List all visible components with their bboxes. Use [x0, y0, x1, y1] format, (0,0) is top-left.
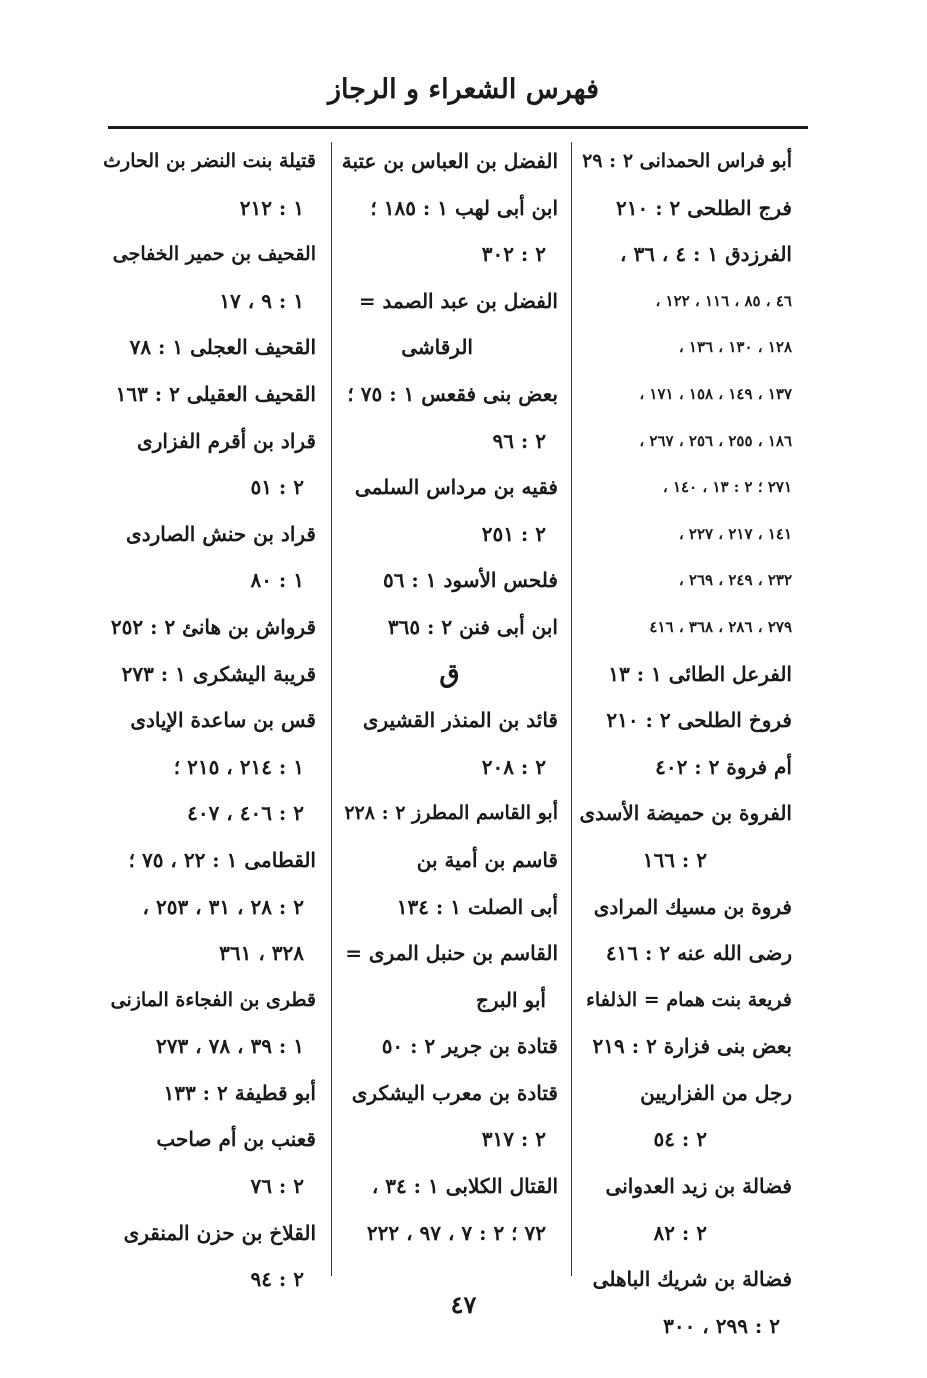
index-entry-line: القتال الكلابى ١ : ٣٤ ،	[371, 1174, 558, 1199]
index-entry-line: فضالة بن شريك الباهلى	[592, 1267, 792, 1292]
index-entry-line: ٤٦ ، ٨٥ ، ١١٦ ، ١٢٢ ،	[655, 291, 792, 310]
index-entry-line: ابن أبى لهب ١ : ١٨٥ ؛	[370, 195, 558, 220]
index-entry-line: القحيف العقيلى ٢ : ١٦٣	[115, 381, 316, 406]
section-letter: ق	[439, 658, 460, 689]
page-title: فهرس الشعراء و الرجاز	[328, 74, 599, 105]
index-entry-line: فروخ الطلحى ٢ : ٢١٠	[606, 708, 792, 733]
index-entry-line: ٢ : ٨٢	[653, 1220, 707, 1245]
index-entry-line: ١٣٧ ، ١٤٩ ، ١٥٨ ، ١٧١ ،	[639, 384, 792, 403]
index-entry-line: رجل من الفزاريين	[640, 1080, 792, 1105]
index-entry-line: ابن أبى فنن ٢ : ٣٦٥	[387, 614, 558, 639]
index-entry-line: ٢ : ٩٤	[250, 1267, 304, 1292]
index-entry-line: أبى الصلت ١ : ١٣٤	[396, 894, 558, 919]
index-entry-line: قراد بن أقرم الفزارى	[137, 428, 316, 453]
index-entry-line: أم فروة ٢ : ٤٠٢	[655, 754, 792, 779]
index-entry-line: أبو البرج	[475, 987, 546, 1012]
index-entry-line: ٢ : ٢٩٩ ، ٣٠٠	[663, 1313, 780, 1338]
index-entry-line: القلاخ بن حزن المنقرى	[123, 1220, 316, 1245]
index-entry-line: ٢ : ١٦٦	[642, 847, 707, 872]
index-entry-line: ٢٣٢ ، ٢٤٩ ، ٢٦٩ ،	[678, 571, 792, 590]
index-entry-line: القاسم بن حنبل المرى =	[345, 941, 558, 966]
index-entry-line: قرواش بن هانئ ٢ : ٢٥٢	[110, 614, 316, 639]
index-entry-line: ١٨٦ ، ٢٥٥ ، ٢٥٦ ، ٢٦٧ ،	[639, 431, 792, 450]
index-entry-line: ٢٧١ ؛ ٢ : ١٣ ، ١٤٠ ،	[662, 478, 792, 497]
index-entry-line: ٣٢٨ ، ٣٦١	[219, 941, 304, 966]
index-entry-line: قتيلة بنت النضر بن الحارث	[103, 150, 316, 172]
index-entry-line: فلحس الأسود ١ : ٥٦	[382, 568, 558, 593]
index-entry-line: قاسم بن أمية بن	[416, 847, 558, 872]
index-entry-line: ٢ : ٥١	[250, 475, 304, 500]
index-entry-line: قس بن ساعدة الإيادى	[130, 708, 316, 733]
index-entry-line: ٢ : ٥٤	[653, 1127, 707, 1152]
index-column-right	[579, 138, 792, 1338]
index-entry-line: أبو قطيفة ٢ : ١٣٣	[163, 1080, 316, 1105]
index-entry-line: قعنب بن أم صاحب	[156, 1127, 316, 1152]
index-entry-line: ٢ : ٢٠٨	[481, 754, 546, 779]
index-entry-line: رضى الله عنه ٢ : ٤١٦	[605, 941, 792, 966]
index-entry-line: بعض بنى فزارة ٢ : ٢١٩	[592, 1034, 792, 1059]
index-entry-line: قريبة اليشكرى ١ : ٢٧٣	[121, 661, 316, 686]
index-entry-line: ٢ : ٣١٧	[481, 1127, 546, 1152]
index-entry-line: قائد بن المنذر القشيرى	[362, 708, 558, 733]
index-entry-line: ١ : ٩ ، ١٧	[219, 288, 304, 313]
index-entry-line: فضالة بن زيد العدوانى	[605, 1174, 792, 1199]
index-entry-line: ٢ : ٤٠٦ ، ٤٠٧	[187, 801, 304, 826]
index-entry-line: ٢ : ٧٦	[250, 1174, 304, 1199]
index-entry-line: فروة بن مسيك المرادى	[593, 894, 792, 919]
index-entry-line: القحيف بن حمير الخفاجى	[112, 243, 316, 266]
page-number: ٤٧	[450, 1290, 477, 1319]
index-entry-line: ١٢٨ ، ١٣٠ ، ١٣٦ ،	[678, 338, 792, 357]
index-entry-line: الفضل بن العباس بن عتبة	[341, 149, 558, 173]
index-entry-line: ١ : ٢١٤ ، ٢١٥ ؛	[173, 754, 304, 779]
index-entry-line: ٧٢ ؛ ٢ : ٧ ، ٩٧ ، ٢٢٢	[366, 1220, 546, 1245]
header-rule	[108, 126, 808, 129]
index-entry-line: ٢ : ٢٨ ، ٣١ ، ٢٥٣ ،	[142, 894, 304, 919]
index-entry-line: ٢ : ٢٥١	[481, 521, 546, 546]
index-entry-line: الفرعل الطائى ١ : ١٣	[608, 661, 792, 686]
index-entry-line: قراد بن حنش الصاردى	[126, 521, 316, 546]
index-entry-line: الرقاشى	[401, 335, 473, 360]
index-entry-line: القطامى ١ : ٢٢ ، ٧٥ ؛	[128, 847, 316, 872]
column-divider-right	[571, 142, 572, 1276]
index-entry-line: ٢ : ٩٦	[492, 428, 546, 453]
index-entry-line: ١ : ٢١٢	[239, 195, 304, 220]
index-entry-line: فقيه بن مرداس السلمى	[354, 475, 558, 500]
index-entry-line: الفرزدق ١ : ٤ ، ٣٦ ،	[620, 242, 792, 267]
index-entry-line: فرج الطلحى ٢ : ٢١٠	[616, 195, 792, 220]
column-divider-left	[331, 142, 332, 1276]
index-entry-line: ١ : ٨٠	[250, 568, 304, 593]
index-entry-line: ١٤١ ، ٢١٧ ، ٢٢٧ ،	[678, 524, 792, 543]
index-entry-line: الفضل بن عبد الصمد =	[358, 288, 558, 313]
index-entry-line: ٢٧٩ ، ٢٨٦ ، ٣٦٨ ، ٤١٦	[649, 617, 792, 636]
index-column-left	[103, 138, 316, 1292]
index-entry-line: أبو فراس الحمدانى ٢ : ٢٩	[582, 150, 792, 172]
index-entry-line: الفروة بن حميضة الأسدى	[579, 801, 792, 826]
index-entry-line: القحيف العجلى ١ : ٧٨	[129, 335, 316, 360]
index-entry-line: ٢ : ٣٠٢	[481, 242, 546, 267]
index-entry-line: ١ : ٣٩ ، ٧٨ ، ٢٧٣	[155, 1034, 304, 1059]
index-entry-line: قتادة بن معرب اليشكرى	[351, 1080, 558, 1105]
index-entry-line: فريعة بنت همام = الذلفاء	[586, 988, 792, 1011]
index-entry-line: قطرى بن الفجاءة المازنى	[110, 988, 316, 1011]
index-entry-line: أبو القاسم المطرز ٢ : ٢٢٨	[344, 802, 558, 825]
index-entry-line: بعض بنى فقعس ١ : ٧٥ ؛	[347, 381, 558, 406]
index-column-middle	[341, 138, 558, 1278]
index-entry-line: قتادة بن جرير ٢ : ٥٠	[381, 1034, 558, 1059]
